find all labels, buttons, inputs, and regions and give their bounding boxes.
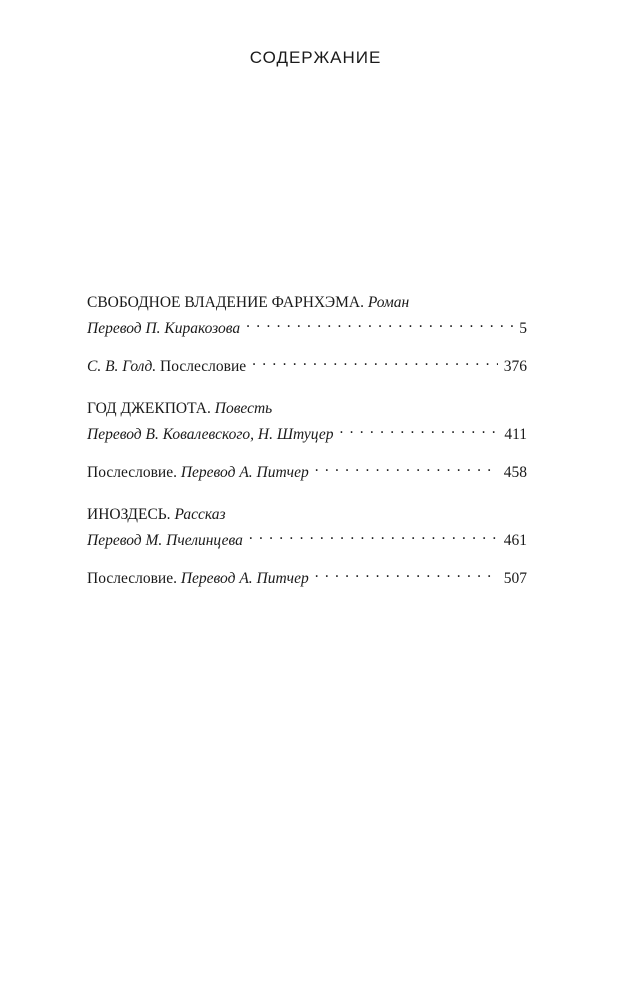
entry-label: Перевод П. Киракозова [87,320,241,337]
entry-label: С. В. Голд. Послесловие [87,358,247,375]
toc-section [87,293,527,377]
entry-label: Послесловие. Перевод А. Питчер [87,464,309,481]
dot-leader [246,313,513,333]
table-of-contents [87,293,527,611]
section-heading [87,399,527,419]
section-genre: Повесть [214,400,273,417]
page-number: 507 [503,570,527,587]
page-title: СОДЕРЖАНИЕ [249,48,382,67]
section-title: ГОД ДЖЕКПОТА. [87,400,211,417]
page-number: 376 [503,358,527,375]
entry-label: Послесловие. Перевод А. Питчер [87,570,309,587]
dot-leader [339,419,498,439]
dot-leader [315,457,498,477]
dot-leader [249,525,498,545]
entry-label: Перевод В. Ковалевского, Н. Штуцер [87,426,334,443]
page-number: 5 [519,320,527,337]
page-number: 411 [504,426,527,443]
toc-entry[interactable] [87,351,527,377]
entry-label: Перевод М. Пчелинцева [87,532,243,549]
section-heading [87,505,527,525]
page-number: 458 [503,464,527,481]
section-heading [87,293,527,313]
toc-entry[interactable] [87,419,527,445]
section-title: СВОБОДНОЕ ВЛАДЕНИЕ ФАРНХЭМА. [87,294,364,311]
section-genre: Роман [367,294,410,311]
toc-entry[interactable] [87,313,527,339]
section-genre: Рассказ [174,506,226,523]
toc-section [87,505,527,589]
toc-entry[interactable] [87,563,527,589]
page-number: 461 [503,532,527,549]
toc-section [87,399,527,483]
toc-entry[interactable] [87,525,527,551]
dot-leader [315,563,498,583]
toc-entry[interactable] [87,457,527,483]
dot-leader [252,351,498,371]
section-title: ИНОЗДЕСЬ. [87,506,171,523]
